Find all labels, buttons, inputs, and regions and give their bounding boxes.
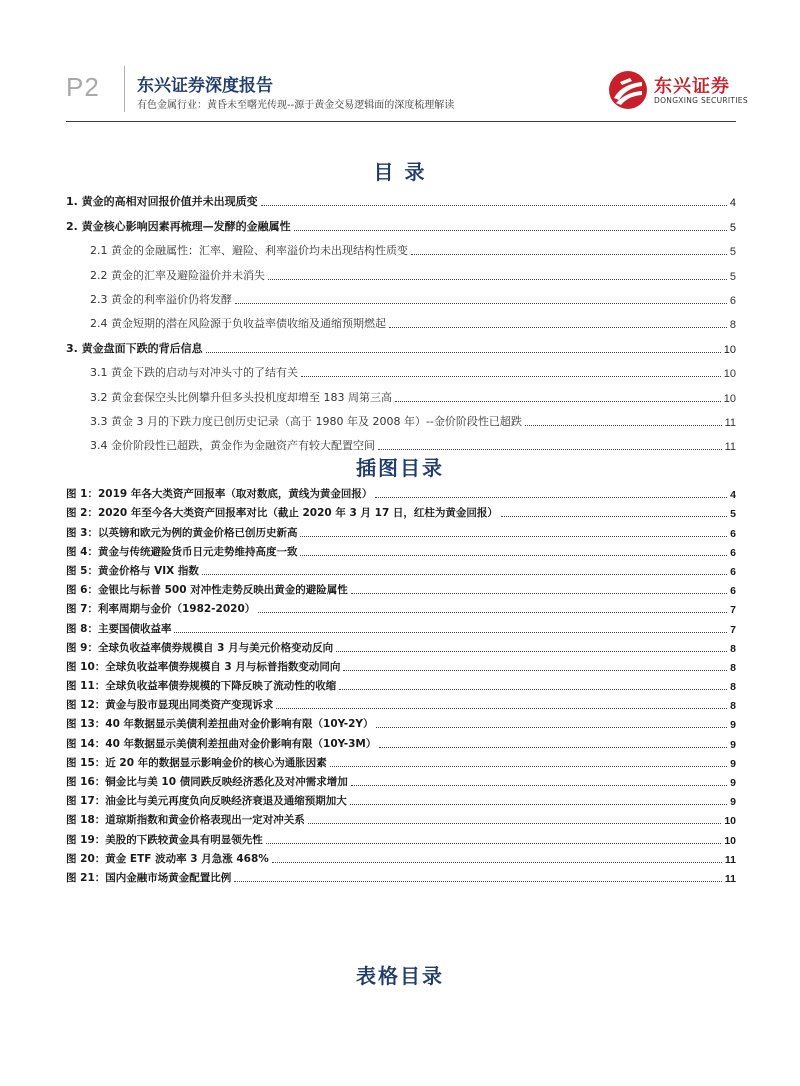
figure-entry-page: 6: [730, 585, 736, 598]
figure-entry-label: 图 10：全球负收益率债券规模自 3 月与标普指数变动同向: [66, 660, 341, 673]
figure-entry-label: 图 5：黄金价格与 VIX 指数: [66, 564, 199, 577]
dot-leader: [308, 823, 722, 824]
dot-leader: [411, 254, 727, 255]
report-title: 东兴证券深度报告: [137, 76, 273, 96]
dot-leader: [174, 632, 727, 633]
figure-entry-label: 图 8：主要国债收益率: [66, 622, 172, 635]
figure-entry-label: 图 4：黄金与传统避险货币日元走势维持高度一致: [66, 545, 298, 558]
tables-title: 表格目录: [356, 964, 444, 988]
dot-leader: [206, 352, 721, 353]
figure-entry-label: 图 6：金银比与标普 500 对冲性走势反映出黄金的避险属性: [66, 584, 348, 597]
figure-entry-page: 4: [730, 489, 736, 502]
figure-entry[interactable]: [66, 827, 736, 846]
logo-english-name: DONGXING SECURITIES: [654, 96, 748, 105]
figure-entry[interactable]: [66, 501, 736, 520]
dot-leader: [276, 708, 727, 709]
figure-entry[interactable]: [66, 520, 736, 539]
dot-leader: [395, 401, 721, 402]
figure-entry-label: 图 3：以英镑和欧元为例的黄金价格已创历史新高: [66, 526, 298, 539]
toc-entry[interactable]: [66, 210, 736, 234]
toc-entry-page: 10: [723, 392, 736, 405]
dot-leader: [234, 881, 722, 882]
figure-entry-page: 6: [730, 546, 736, 559]
figure-entry-page: 5: [730, 508, 736, 521]
figure-entry-page: 8: [730, 661, 736, 674]
figure-entry[interactable]: [66, 751, 736, 770]
toc-entry[interactable]: [66, 186, 736, 210]
toc-entry-label: 3.3 黄金 3 月的下跌力度已创历史记录（高于 1980 年及 2008 年）--金价阶段性已超跌: [90, 414, 522, 428]
toc-title: 目 录: [373, 160, 427, 184]
dot-leader: [351, 785, 727, 786]
figure-entry[interactable]: [66, 866, 736, 885]
toc-entry-label: 3.2 黄金套保空头比例攀升但多头投机度却增至 183 周第三高: [90, 390, 392, 404]
toc-list: [66, 186, 736, 454]
figure-entry[interactable]: [66, 712, 736, 731]
figure-entry[interactable]: [66, 578, 736, 597]
company-logo: [608, 70, 748, 110]
figures-list: [66, 482, 736, 885]
figure-entry[interactable]: [66, 482, 736, 501]
figure-entry-label: 图 17：油金比与美元再度负向反映经济衰退及通缩预期加大: [66, 795, 347, 808]
dot-leader: [202, 574, 727, 575]
dot-leader: [389, 327, 727, 328]
figure-entry-label: 图 20：黄金 ETF 波动率 3 月急涨 468%: [66, 852, 269, 865]
figure-entry-page: 11: [724, 853, 736, 866]
figure-entry[interactable]: [66, 655, 736, 674]
dot-leader: [343, 670, 727, 671]
toc-entry-label: 3.1 黄金下跌的启动与对冲头寸的了结有关: [90, 366, 298, 380]
dot-leader: [294, 230, 727, 231]
figure-entry[interactable]: [66, 636, 736, 655]
figure-entry-label: 图 15：近 20 年的数据显示影响金价的核心为通胀因素: [66, 756, 327, 769]
toc-entry-page: 5: [729, 270, 736, 283]
figure-entry-page: 9: [730, 719, 736, 732]
dot-leader: [300, 555, 727, 556]
toc-entry-page: 11: [724, 416, 736, 429]
figure-entry-label: 图 13：40 年数据显示美债利差扭曲对金价影响有限（10Y-2Y）: [66, 718, 374, 731]
dot-leader: [330, 766, 727, 767]
dot-leader: [266, 843, 722, 844]
figure-entry[interactable]: [66, 808, 736, 827]
dot-leader: [339, 689, 727, 690]
dot-leader: [350, 804, 727, 805]
dot-leader: [258, 612, 727, 613]
figure-entry[interactable]: [66, 597, 736, 616]
toc-entry-label: 1. 黄金的高相对回报价值并未出现质变: [66, 195, 258, 209]
figure-entry[interactable]: [66, 789, 736, 808]
figures-title: 插图目录: [356, 456, 444, 480]
toc-entry-label: 2.3 黄金的利率溢价仍将发酵: [90, 292, 232, 306]
toc-entry-page: 6: [729, 294, 736, 307]
figure-entry[interactable]: [66, 674, 736, 693]
dot-leader: [379, 747, 727, 748]
dot-leader: [501, 516, 727, 517]
figure-entry[interactable]: [66, 847, 736, 866]
toc-entry[interactable]: [66, 332, 736, 356]
dot-leader: [235, 303, 727, 304]
figure-entry-page: 7: [730, 623, 736, 636]
figure-entry-label: 图 2：2020 年至今各大类资产回报率对比（截止 2020 年 3 月 17 日，红柱为黄金回报）: [66, 507, 498, 520]
toc-entry-label: 2.4 黄金短期的潜在风险源于负收益率债收缩及通缩预期燃起: [90, 317, 386, 331]
dot-leader: [351, 593, 727, 594]
figure-entry-label: 图 21：国内金融市场黄金配置比例: [66, 871, 232, 884]
figure-entry-label: 图 12：黄金与股市显现出同类资产变现诉求: [66, 699, 274, 712]
toc-entry-page: 8: [729, 319, 736, 332]
dot-leader: [300, 536, 727, 537]
toc-entry[interactable]: [66, 406, 736, 430]
figure-entry[interactable]: [66, 731, 736, 750]
page-header: [0, 0, 800, 122]
figure-entry-page: 9: [730, 796, 736, 809]
figure-entry[interactable]: [66, 693, 736, 712]
figure-entry-label: 图 16：铜金比与美 10 债同跌反映经济悉化及对冲需求增加: [66, 776, 348, 788]
figure-entry-label: 图 11：全球负收益率债券规模的下降反映了流动性的收缩: [66, 680, 337, 693]
dot-leader: [261, 205, 727, 206]
figure-entry-page: 8: [730, 700, 736, 713]
dot-leader: [268, 279, 727, 280]
figure-entry[interactable]: [66, 540, 736, 559]
toc-entry-label: 2.2 黄金的汇率及避险溢价并未消失: [90, 268, 265, 282]
figure-entry-page: 6: [730, 527, 736, 540]
figure-entry-label: 图 9：全球负收益率债券规模自 3 月与美元价格变动反向: [66, 641, 334, 654]
dot-leader: [375, 497, 727, 498]
dot-leader: [336, 651, 727, 652]
figure-entry-page: 9: [730, 777, 736, 789]
figure-entry-page: 9: [730, 738, 736, 751]
toc-entry[interactable]: [66, 259, 736, 283]
header-divider: [124, 66, 125, 112]
figure-entry-page: 9: [730, 757, 736, 770]
toc-entry[interactable]: [66, 308, 736, 332]
dot-leader: [301, 376, 721, 377]
figure-entry[interactable]: [66, 770, 736, 789]
toc-entry[interactable]: [66, 430, 736, 454]
toc-entry[interactable]: [66, 284, 736, 308]
figure-entry-label: 图 14：40 年数据显示美债利差扭曲对金价影响有限（10Y-3M）: [66, 737, 377, 750]
figure-entry-page: 10: [724, 834, 736, 847]
toc-entry-label: 3. 黄金盘面下跌的背后信息: [66, 341, 203, 355]
toc-entry[interactable]: [66, 381, 736, 405]
figure-entry-label: 图 1：2019 年各大类资产回报率（取对数底，黄线为黄金回报）: [66, 488, 373, 501]
toc-entry-label: 2. 黄金核心影响因素再梳理—发酵的金融属性: [66, 219, 291, 233]
toc-entry-label: 2.1 黄金的金融属性：汇率、避险、利率溢价均未出现结构性质变: [90, 244, 408, 258]
toc-entry-page: 5: [729, 246, 736, 259]
figure-entry-label: 图 7：利率周期与金价（1982-2020）: [66, 603, 256, 616]
toc-entry-page: 11: [724, 441, 736, 454]
figure-entry-page: 10: [724, 815, 736, 828]
figure-entry-page: 8: [730, 681, 736, 694]
dot-leader: [272, 862, 722, 863]
dot-leader: [525, 425, 722, 426]
toc-entry-page: 4: [729, 197, 736, 210]
toc-entry-page: 10: [723, 368, 736, 381]
figure-entry-page: 6: [730, 565, 736, 578]
dot-leader: [378, 449, 722, 450]
toc-entry[interactable]: [66, 235, 736, 259]
toc-entry-page: 10: [723, 343, 736, 356]
figure-entry-page: 11: [724, 872, 736, 885]
figure-entry[interactable]: [66, 616, 736, 635]
dongxing-logo-icon: [608, 70, 648, 110]
header-rule: [66, 121, 736, 122]
toc-entry[interactable]: [66, 357, 736, 381]
figure-entry[interactable]: [66, 559, 736, 578]
toc-entry-page: 5: [729, 221, 736, 234]
logo-chinese-name: 东兴证券: [654, 76, 730, 97]
dot-leader: [376, 727, 727, 728]
toc-entry-label: 3.4 金价阶段性已超跌，黄金作为金融资产有较大配置空间: [90, 439, 375, 453]
report-subtitle: 有色金属行业：黄昏未至曙光传现--源于黄金交易逻辑面的深度梳理解读: [137, 100, 455, 111]
figure-entry-page: 7: [730, 604, 736, 617]
figure-entry-page: 8: [730, 642, 736, 655]
figure-entry-label: 图 19：美股的下跌较黄金具有明显领先性: [66, 833, 263, 846]
figure-entry-label: 图 18：道琼斯指数和黄金价格表现出一定对冲关系: [66, 814, 305, 827]
page-number: P2: [66, 72, 100, 102]
